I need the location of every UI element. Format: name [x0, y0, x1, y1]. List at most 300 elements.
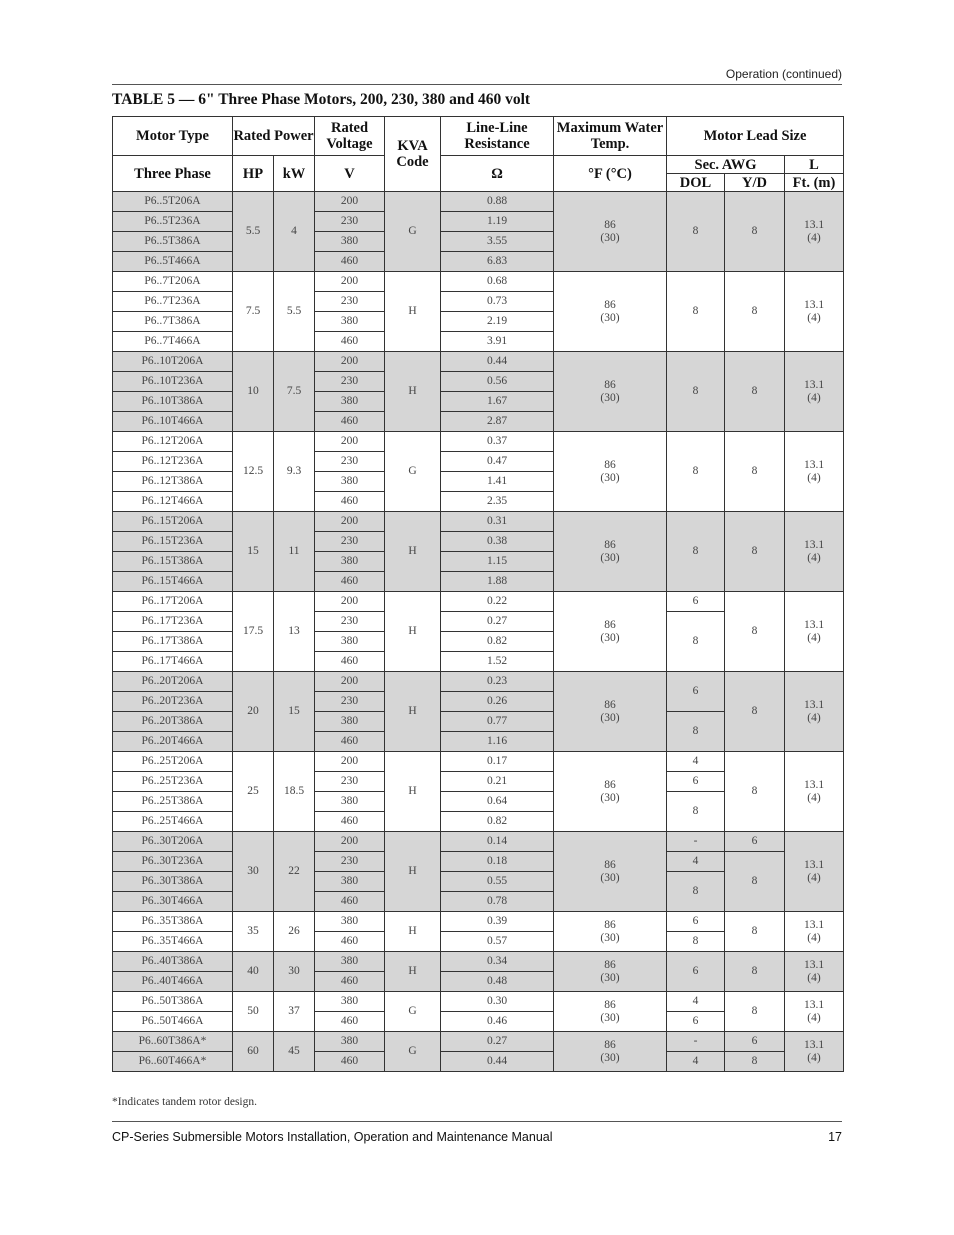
motor-type-cell: P6..7T236A	[113, 292, 233, 312]
voltage-cell: 200	[315, 672, 385, 692]
kw-cell: 30	[274, 952, 315, 992]
table-row	[113, 592, 844, 612]
motor-type-cell: P6..15T206A	[113, 512, 233, 532]
dol-cell: 6	[667, 592, 725, 612]
yd-cell: 8	[725, 672, 785, 752]
voltage-cell: 380	[315, 912, 385, 932]
voltage-cell: 380	[315, 632, 385, 652]
voltage-cell: 460	[315, 652, 385, 672]
page-number: 17	[828, 1130, 842, 1144]
header-dol: DOL	[667, 174, 725, 192]
motor-type-cell: P6..10T236A	[113, 372, 233, 392]
motor-type-cell: P6..10T206A	[113, 352, 233, 372]
header-rated-voltage: Rated Voltage	[315, 117, 385, 156]
voltage-cell: 200	[315, 192, 385, 212]
voltage-cell: 230	[315, 212, 385, 232]
motor-type-cell: P6..50T466A	[113, 1012, 233, 1032]
yd-cell: 8	[725, 752, 785, 832]
kw-cell: 7.5	[274, 352, 315, 432]
resistance-cell: 0.23	[441, 672, 554, 692]
dol-cell: 4	[667, 752, 725, 772]
length-ft: 13.1	[803, 858, 825, 871]
resistance-cell: 0.88	[441, 192, 554, 212]
water-temp-cell	[554, 832, 667, 912]
table-row	[113, 432, 844, 452]
header-rule	[112, 84, 842, 85]
kva-code-cell: H	[385, 672, 441, 752]
voltage-cell: 380	[315, 312, 385, 332]
table-row	[113, 832, 844, 852]
motor-type-cell: P6..17T466A	[113, 652, 233, 672]
resistance-cell: 0.48	[441, 972, 554, 992]
table-row	[113, 952, 844, 972]
header-yd: Y/D	[725, 174, 785, 192]
header-kva-code: KVA Code	[385, 117, 441, 192]
hp-cell: 12.5	[233, 432, 274, 512]
motor-type-cell: P6..40T466A	[113, 972, 233, 992]
table-row	[113, 852, 844, 872]
resistance-cell: 0.14	[441, 832, 554, 852]
temp-c: (30)	[600, 971, 620, 984]
yd-cell: 8	[725, 992, 785, 1032]
dol-cell: 6	[667, 672, 725, 712]
resistance-cell: 0.39	[441, 912, 554, 932]
motor-type-cell: P6..17T206A	[113, 592, 233, 612]
motor-type-cell: P6..30T466A	[113, 892, 233, 912]
water-temp-cell	[554, 432, 667, 512]
length-m: (4)	[807, 931, 821, 944]
kva-code-cell: G	[385, 992, 441, 1032]
temp-c: (30)	[600, 471, 620, 484]
voltage-cell: 460	[315, 332, 385, 352]
temp-f: 86	[604, 378, 616, 391]
water-temp-cell	[554, 1032, 667, 1072]
length-m: (4)	[807, 1051, 821, 1064]
yd-cell: 8	[725, 352, 785, 432]
resistance-cell: 2.19	[441, 312, 554, 332]
hp-cell: 20	[233, 672, 274, 752]
length-ft: 13.1	[803, 458, 825, 471]
hp-cell: 50	[233, 992, 274, 1032]
header-rated-power: Rated Power	[233, 117, 315, 156]
resistance-cell: 0.82	[441, 812, 554, 832]
resistance-cell: 0.21	[441, 772, 554, 792]
motor-type-cell: P6..5T236A	[113, 212, 233, 232]
table-row	[113, 752, 844, 772]
hp-cell: 10	[233, 352, 274, 432]
temp-c: (30)	[600, 1011, 620, 1024]
table-title: TABLE 5 — 6" Three Phase Motors, 200, 230, 380 and 460 volt	[112, 91, 531, 108]
dol-cell: 8	[667, 192, 725, 272]
dol-cell: 6	[667, 772, 725, 792]
resistance-cell: 0.44	[441, 1052, 554, 1072]
hp-cell: 17.5	[233, 592, 274, 672]
header-hp: HP	[233, 156, 274, 192]
length-ft: 13.1	[803, 218, 825, 231]
header-lead-size: Motor Lead Size	[667, 117, 844, 156]
table-row	[113, 992, 844, 1012]
length-ft: 13.1	[803, 698, 825, 711]
temp-c: (30)	[600, 311, 620, 324]
temp-f: 86	[604, 298, 616, 311]
resistance-cell: 0.56	[441, 372, 554, 392]
resistance-cell: 0.78	[441, 892, 554, 912]
motor-type-cell: P6..10T386A	[113, 392, 233, 412]
dol-cell: 8	[667, 932, 725, 952]
hp-cell: 35	[233, 912, 274, 952]
hp-cell: 7.5	[233, 272, 274, 352]
motor-type-cell: P6..15T236A	[113, 532, 233, 552]
dol-cell: 6	[667, 1012, 725, 1032]
voltage-cell: 230	[315, 692, 385, 712]
motor-type-cell: P6..7T206A	[113, 272, 233, 292]
yd-cell: 6	[725, 1032, 785, 1052]
lead-length-cell	[785, 912, 844, 952]
length-ft: 13.1	[803, 298, 825, 311]
voltage-cell: 460	[315, 1052, 385, 1072]
temp-c: (30)	[600, 791, 620, 804]
table-row	[113, 352, 844, 372]
length-ft: 13.1	[803, 998, 825, 1011]
footnote: *Indicates tandem rotor design.	[112, 1096, 257, 1108]
yd-cell: 8	[725, 272, 785, 352]
header-motor-type: Motor Type	[113, 117, 233, 156]
voltage-cell: 200	[315, 592, 385, 612]
water-temp-cell	[554, 592, 667, 672]
kva-code-cell: H	[385, 832, 441, 912]
footer-title: CP-Series Submersible Motors Installation, Operation and Maintenance Manual	[112, 1130, 553, 1144]
resistance-cell: 0.34	[441, 952, 554, 972]
length-ft: 13.1	[803, 538, 825, 551]
length-m: (4)	[807, 711, 821, 724]
motor-type-cell: P6..35T466A	[113, 932, 233, 952]
kw-cell: 15	[274, 672, 315, 752]
dol-cell: 8	[667, 352, 725, 432]
voltage-cell: 230	[315, 452, 385, 472]
table-row	[113, 192, 844, 212]
voltage-cell: 460	[315, 572, 385, 592]
motor-type-cell: P6..35T386A	[113, 912, 233, 932]
voltage-cell: 200	[315, 352, 385, 372]
dol-cell: 8	[667, 872, 725, 912]
header-l: L	[785, 156, 844, 174]
lead-length-cell	[785, 512, 844, 592]
kva-code-cell: G	[385, 1032, 441, 1072]
table-row	[113, 1052, 844, 1072]
resistance-cell: 1.67	[441, 392, 554, 412]
water-temp-cell	[554, 912, 667, 952]
table-row	[113, 272, 844, 292]
resistance-cell: 2.35	[441, 492, 554, 512]
table-row	[113, 912, 844, 932]
motor-type-cell: P6..50T386A	[113, 992, 233, 1012]
kw-cell: 18.5	[274, 752, 315, 832]
kva-code-cell: H	[385, 272, 441, 352]
dol-cell: -	[667, 1032, 725, 1052]
hp-cell: 40	[233, 952, 274, 992]
motor-type-cell: P6..5T386A	[113, 232, 233, 252]
motor-type-cell: P6..30T236A	[113, 852, 233, 872]
voltage-cell: 230	[315, 372, 385, 392]
resistance-cell: 0.55	[441, 872, 554, 892]
motor-type-cell: P6..10T466A	[113, 412, 233, 432]
resistance-cell: 0.44	[441, 352, 554, 372]
voltage-cell: 460	[315, 492, 385, 512]
resistance-cell: 0.57	[441, 932, 554, 952]
voltage-cell: 380	[315, 792, 385, 812]
temp-f: 86	[604, 698, 616, 711]
voltage-cell: 460	[315, 932, 385, 952]
water-temp-cell	[554, 672, 667, 752]
voltage-cell: 460	[315, 892, 385, 912]
water-temp-cell	[554, 192, 667, 272]
header-kw: kW	[274, 156, 315, 192]
length-m: (4)	[807, 971, 821, 984]
temp-c: (30)	[600, 231, 620, 244]
motor-type-cell: P6..20T206A	[113, 672, 233, 692]
voltage-cell: 380	[315, 552, 385, 572]
kva-code-cell: G	[385, 432, 441, 512]
motor-type-cell: P6..12T386A	[113, 472, 233, 492]
kva-code-cell: G	[385, 192, 441, 272]
length-m: (4)	[807, 471, 821, 484]
header-ohm: Ω	[441, 156, 554, 192]
kw-cell: 37	[274, 992, 315, 1032]
hp-cell: 5.5	[233, 192, 274, 272]
lead-length-cell	[785, 752, 844, 832]
motor-type-cell: P6..20T386A	[113, 712, 233, 732]
resistance-cell: 0.38	[441, 532, 554, 552]
motor-type-cell: P6..15T466A	[113, 572, 233, 592]
table-row	[113, 672, 844, 692]
voltage-cell: 460	[315, 732, 385, 752]
resistance-cell: 0.22	[441, 592, 554, 612]
lead-length-cell	[785, 352, 844, 432]
motor-type-cell: P6..30T386A	[113, 872, 233, 892]
kw-cell: 26	[274, 912, 315, 952]
dol-cell: 8	[667, 512, 725, 592]
length-ft: 13.1	[803, 618, 825, 631]
length-m: (4)	[807, 1011, 821, 1024]
length-m: (4)	[807, 871, 821, 884]
motor-type-cell: P6..12T466A	[113, 492, 233, 512]
kw-cell: 22	[274, 832, 315, 912]
dol-cell: 8	[667, 792, 725, 832]
temp-f: 86	[604, 958, 616, 971]
resistance-cell: 1.52	[441, 652, 554, 672]
length-m: (4)	[807, 791, 821, 804]
kva-code-cell: H	[385, 752, 441, 832]
kva-code-cell: H	[385, 512, 441, 592]
resistance-cell: 1.15	[441, 552, 554, 572]
kw-cell: 13	[274, 592, 315, 672]
hp-cell: 25	[233, 752, 274, 832]
resistance-cell: 1.88	[441, 572, 554, 592]
length-ft: 13.1	[803, 918, 825, 931]
voltage-cell: 230	[315, 532, 385, 552]
resistance-cell: 1.19	[441, 212, 554, 232]
kw-cell: 9.3	[274, 432, 315, 512]
header-water-temp: Maximum Water Temp.	[554, 117, 667, 156]
resistance-cell: 0.26	[441, 692, 554, 712]
table-row	[113, 512, 844, 532]
length-ft: 13.1	[803, 778, 825, 791]
temp-f: 86	[604, 618, 616, 631]
motor-type-cell: P6..7T466A	[113, 332, 233, 352]
resistance-cell: 6.83	[441, 252, 554, 272]
lead-length-cell	[785, 272, 844, 352]
dol-cell: 8	[667, 612, 725, 672]
yd-cell: 8	[725, 592, 785, 672]
motor-type-cell: P6..20T466A	[113, 732, 233, 752]
motor-type-cell: P6..12T236A	[113, 452, 233, 472]
lead-length-cell	[785, 832, 844, 912]
temp-c: (30)	[600, 871, 620, 884]
motor-type-cell: P6..25T206A	[113, 752, 233, 772]
kw-cell: 45	[274, 1032, 315, 1072]
temp-f: 86	[604, 1038, 616, 1051]
voltage-cell: 380	[315, 232, 385, 252]
voltage-cell: 230	[315, 772, 385, 792]
yd-cell: 8	[725, 952, 785, 992]
temp-c: (30)	[600, 631, 620, 644]
kva-code-cell: H	[385, 912, 441, 952]
motor-type-cell: P6..30T206A	[113, 832, 233, 852]
dol-cell: 4	[667, 1052, 725, 1072]
yd-cell: 8	[725, 1052, 785, 1072]
temp-c: (30)	[600, 931, 620, 944]
temp-f: 86	[604, 778, 616, 791]
voltage-cell: 460	[315, 972, 385, 992]
voltage-cell: 230	[315, 852, 385, 872]
motor-type-cell: P6..5T466A	[113, 252, 233, 272]
length-m: (4)	[807, 311, 821, 324]
motor-type-cell: P6..25T466A	[113, 812, 233, 832]
yd-cell: 6	[725, 832, 785, 852]
temp-f: 86	[604, 918, 616, 931]
lead-length-cell	[785, 992, 844, 1032]
voltage-cell: 380	[315, 472, 385, 492]
resistance-cell: 0.77	[441, 712, 554, 732]
voltage-cell: 200	[315, 432, 385, 452]
yd-cell: 8	[725, 912, 785, 952]
yd-cell: 8	[725, 432, 785, 512]
water-temp-cell	[554, 752, 667, 832]
dol-cell: 8	[667, 712, 725, 752]
resistance-cell: 0.27	[441, 1032, 554, 1052]
resistance-cell: 0.46	[441, 1012, 554, 1032]
resistance-cell: 0.30	[441, 992, 554, 1012]
header-three-phase: Three Phase	[113, 156, 233, 192]
temp-f: 86	[604, 858, 616, 871]
header-ft-m: Ft. (m)	[785, 174, 844, 192]
dol-cell: -	[667, 832, 725, 852]
voltage-cell: 380	[315, 992, 385, 1012]
length-m: (4)	[807, 551, 821, 564]
table-row	[113, 1032, 844, 1052]
voltage-cell: 460	[315, 412, 385, 432]
temp-f: 86	[604, 538, 616, 551]
resistance-cell: 0.47	[441, 452, 554, 472]
lead-length-cell	[785, 432, 844, 512]
resistance-cell: 3.55	[441, 232, 554, 252]
resistance-cell: 0.37	[441, 432, 554, 452]
yd-cell: 8	[725, 192, 785, 272]
temp-f: 86	[604, 998, 616, 1011]
voltage-cell: 200	[315, 512, 385, 532]
kva-code-cell: H	[385, 592, 441, 672]
dol-cell: 6	[667, 912, 725, 932]
motor-type-cell: P6..17T386A	[113, 632, 233, 652]
dol-cell: 4	[667, 852, 725, 872]
temp-c: (30)	[600, 1051, 620, 1064]
motor-type-cell: P6..40T386A	[113, 952, 233, 972]
hp-cell: 60	[233, 1032, 274, 1072]
yd-cell: 8	[725, 852, 785, 912]
dol-cell: 6	[667, 952, 725, 992]
length-ft: 13.1	[803, 1038, 825, 1051]
motor-type-cell: P6..25T236A	[113, 772, 233, 792]
resistance-cell: 0.68	[441, 272, 554, 292]
voltage-cell: 200	[315, 272, 385, 292]
lead-length-cell	[785, 952, 844, 992]
length-m: (4)	[807, 391, 821, 404]
motor-type-cell: P6..7T386A	[113, 312, 233, 332]
kva-code-cell: H	[385, 352, 441, 432]
resistance-cell: 3.91	[441, 332, 554, 352]
voltage-cell: 380	[315, 392, 385, 412]
length-m: (4)	[807, 231, 821, 244]
footer-rule	[112, 1121, 842, 1122]
water-temp-cell	[554, 952, 667, 992]
resistance-cell: 0.17	[441, 752, 554, 772]
motor-spec-table	[112, 116, 844, 1072]
dol-cell: 8	[667, 432, 725, 512]
voltage-cell: 380	[315, 1032, 385, 1052]
resistance-cell: 1.41	[441, 472, 554, 492]
hp-cell: 15	[233, 512, 274, 592]
hp-cell: 30	[233, 832, 274, 912]
resistance-cell: 2.87	[441, 412, 554, 432]
motor-type-cell: P6..60T466A*	[113, 1052, 233, 1072]
voltage-cell: 380	[315, 712, 385, 732]
header-temp-unit: °F (°C)	[554, 156, 667, 192]
voltage-cell: 200	[315, 832, 385, 852]
section-header: Operation (continued)	[725, 67, 842, 81]
voltage-cell: 380	[315, 872, 385, 892]
resistance-cell: 0.31	[441, 512, 554, 532]
header-sec-awg: Sec. AWG	[667, 156, 785, 174]
voltage-cell: 460	[315, 812, 385, 832]
voltage-cell: 200	[315, 752, 385, 772]
length-m: (4)	[807, 631, 821, 644]
header-v: V	[315, 156, 385, 192]
voltage-cell: 460	[315, 252, 385, 272]
motor-type-cell: P6..60T386A*	[113, 1032, 233, 1052]
voltage-cell: 460	[315, 1012, 385, 1032]
temp-c: (30)	[600, 551, 620, 564]
motor-type-cell: P6..12T206A	[113, 432, 233, 452]
motor-type-cell: P6..20T236A	[113, 692, 233, 712]
motor-type-cell: P6..15T386A	[113, 552, 233, 572]
resistance-cell: 0.82	[441, 632, 554, 652]
temp-f: 86	[604, 218, 616, 231]
kva-code-cell: H	[385, 952, 441, 992]
kw-cell: 4	[274, 192, 315, 272]
temp-c: (30)	[600, 711, 620, 724]
resistance-cell: 1.16	[441, 732, 554, 752]
lead-length-cell	[785, 1032, 844, 1072]
